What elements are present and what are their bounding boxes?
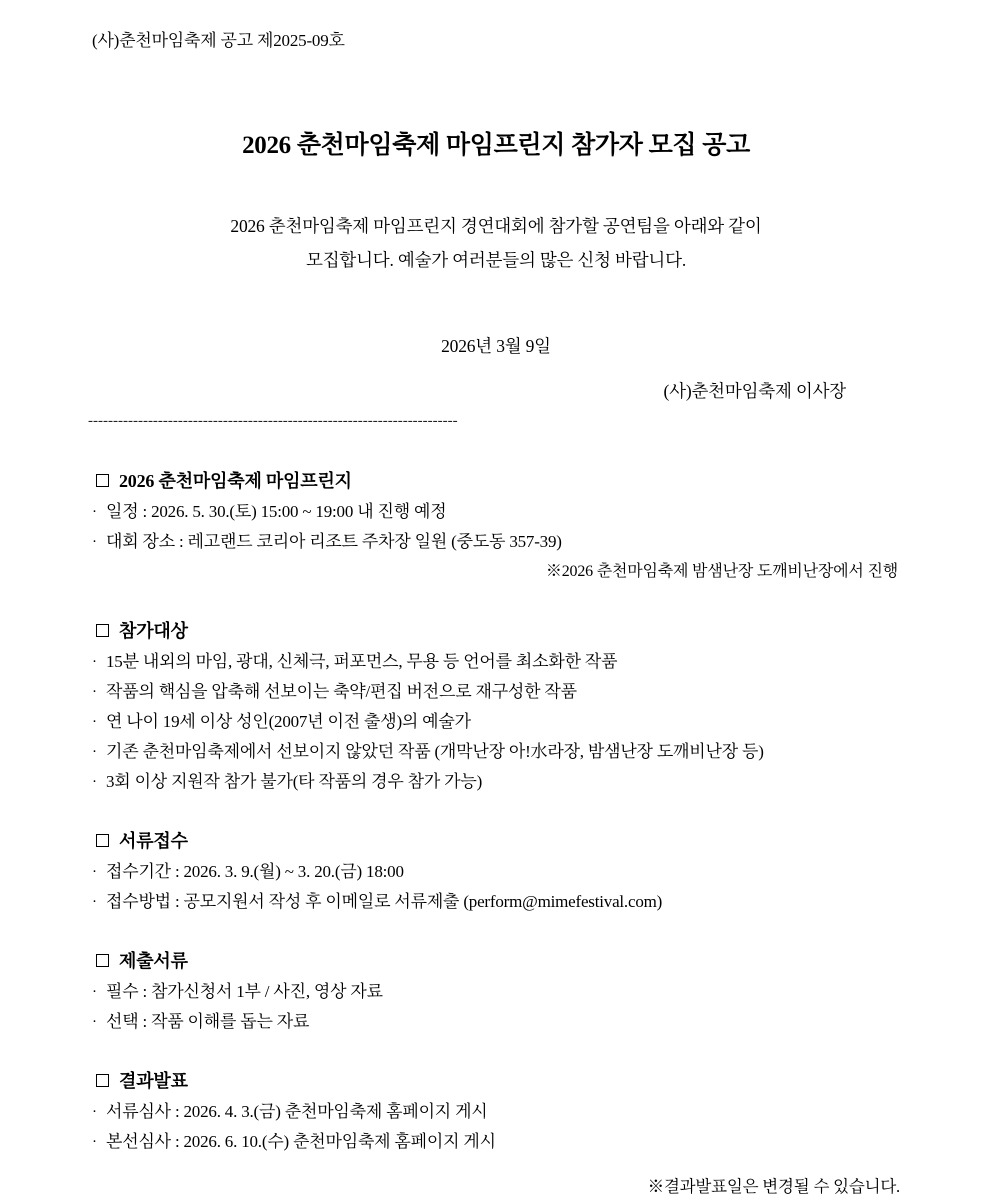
section-eligibility — [88, 617, 904, 797]
checkbox-icon — [96, 834, 109, 847]
section-heading-label: 서류접수 — [119, 831, 188, 851]
section-results — [88, 1067, 904, 1157]
list-item — [92, 647, 904, 677]
list-item — [92, 497, 904, 527]
checkbox-icon — [96, 1074, 109, 1087]
list-item — [92, 1007, 904, 1037]
section-heading-label: 2026 춘천마임축제 마임프린지 — [119, 471, 352, 491]
list-item-text: 접수기간 : 2026. 3. 9.(월) ~ 3. 20.(금) 18:00 — [106, 862, 404, 881]
list-item-text: 필수 : 참가신청서 1부 / 사진, 영상 자료 — [106, 982, 383, 1001]
bullet-dot-icon: · — [92, 894, 97, 910]
list-item-text: 선택 : 작품 이해를 돕는 자료 — [106, 1012, 310, 1031]
bullet-dot-icon: · — [92, 504, 97, 520]
list-item-text: 기존 춘천마임축제에서 선보이지 않았던 작품 (개막난장 아!水라장, 밤샘난장 도깨비난장 등) — [106, 742, 764, 761]
list-item-text: 접수방법 : 공모지원서 작성 후 이메일로 서류제출 (perform@mimefestival.com) — [106, 892, 663, 911]
bullet-dot-icon: · — [92, 714, 97, 730]
list-item — [92, 857, 904, 887]
document-number: (사)춘천마임축제 공고 제2025-09호 — [92, 31, 345, 50]
bullet-dot-icon: · — [92, 534, 97, 550]
bullet-dot-icon: · — [92, 684, 97, 700]
checkbox-icon — [96, 954, 109, 967]
list-item-text: 작품의 핵심을 압축해 선보이는 축약/편집 버전으로 재구성한 작품 — [106, 682, 577, 701]
bullet-dot-icon: · — [92, 984, 97, 1000]
section-heading — [96, 467, 904, 493]
bullet-dot-icon: · — [92, 1014, 97, 1030]
bullet-dot-icon: · — [92, 1134, 97, 1150]
list-item — [92, 1097, 904, 1127]
section-application — [88, 827, 904, 917]
section-documents — [88, 947, 904, 1037]
list-item — [92, 887, 904, 917]
bullet-dot-icon: · — [92, 744, 97, 760]
bullet-dot-icon: · — [92, 654, 97, 670]
horizontal-divider: -------------------------------------------------------------------------- — [88, 413, 458, 429]
issue-date: 2026년 3월 9일 — [441, 336, 551, 356]
section-heading-label: 제출서류 — [119, 951, 188, 971]
intro-line-2: 모집합니다. 예술가 여러분들의 많은 신청 바랍니다. — [305, 250, 687, 270]
list-item-text: 일정 : 2026. 5. 30.(토) 15:00 ~ 19:00 내 진행 예정 — [106, 502, 447, 521]
bullet-dot-icon: · — [92, 864, 97, 880]
list-item — [92, 767, 904, 797]
bullet-dot-icon: · — [92, 774, 97, 790]
list-item-text: 3회 이상 지원작 참가 불가(타 작품의 경우 참가 가능) — [106, 772, 483, 791]
checkbox-icon — [96, 624, 109, 637]
list-item — [92, 1127, 904, 1157]
section-heading — [96, 947, 904, 973]
list-item-text: 본선심사 : 2026. 6. 10.(수) 춘천마임축제 홈페이지 게시 — [106, 1132, 496, 1151]
issuer-name: (사)춘천마임축제 이사장 — [663, 381, 846, 401]
checkbox-icon — [96, 474, 109, 487]
footnote: ※결과발표일은 변경될 수 있습니다. — [647, 1177, 900, 1196]
list-item — [92, 977, 904, 1007]
section-heading — [96, 617, 904, 643]
section-heading-label: 결과발표 — [119, 1071, 188, 1091]
list-item — [92, 677, 904, 707]
section-heading — [96, 827, 904, 853]
list-item-text: 대회 장소 : 레고랜드 코리아 리조트 주차장 일원 (중도동 357-39) — [106, 532, 562, 551]
list-item — [92, 737, 904, 767]
list-item-text: 15분 내외의 마임, 광대, 신체극, 퍼포먼스, 무용 등 언어를 최소화한 작품 — [106, 652, 618, 671]
section-festival-info — [88, 467, 904, 587]
page-title: 2026 춘천마임축제 마임프린지 참가자 모집 공고 — [242, 132, 750, 159]
list-item-text: 연 나이 19세 이상 성인(2007년 이전 출생)의 예술가 — [106, 712, 471, 731]
intro-line-1: 2026 춘천마임축제 마임프린지 경연대회에 참가할 공연팀을 아래와 같이 — [230, 216, 762, 236]
section-note: ※2026 춘천마임축제 밤샘난장 도깨비난장에서 진행 — [545, 563, 898, 580]
section-heading-label: 참가대상 — [119, 621, 188, 641]
list-item — [92, 707, 904, 737]
list-item — [92, 527, 904, 557]
bullet-dot-icon: · — [92, 1104, 97, 1120]
section-heading — [96, 1067, 904, 1093]
intro-paragraph — [88, 209, 904, 277]
list-item-text: 서류심사 : 2026. 4. 3.(금) 춘천마임축제 홈페이지 게시 — [106, 1102, 488, 1121]
